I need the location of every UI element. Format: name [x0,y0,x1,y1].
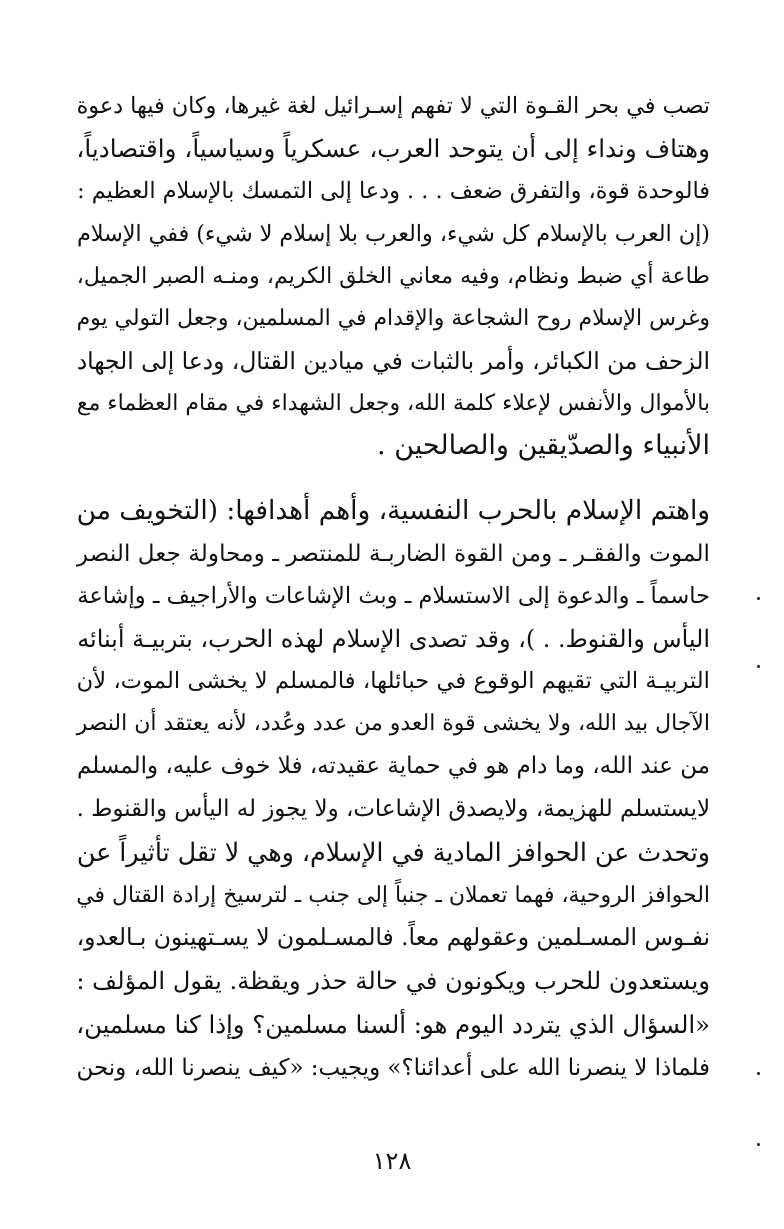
text-line: الموت والفقـر ـ ومن القوة الضاربـة للمنتصر ـ ومحاولة جعل النصر [76,539,710,567]
text-line: الأنبياء والصدّيقين والصالحين . [377,430,710,461]
text-line: الآجال بيد الله، ولا يخشى قوة العدو من عدد وعُدد، لأنه يعتقد أن النصر [76,710,710,736]
paragraph-4 [70,1004,710,1089]
text-line: بالأموال والأنفس لإعلاء كلمة الله، وجعل الشهداء في مقام العظماء مع [76,390,710,416]
page-number: ١٢٨ [372,1147,412,1175]
paragraph-2 [70,490,710,830]
text-line: فلماذا لا ينصرنا الله على أعدائنا؟» ويجيب: «كيف ينصرنا الله، ونحن [76,1054,710,1081]
text-line: «السؤال الذي يتردد اليوم هو: ألسنا مسلمين؟ وإذا كنا مسلمين، [76,1010,710,1039]
margin-dot [757,665,760,668]
text-line: التربيـة التي تقيهم الوقوع في حبائلها، فالمسلم لا يخشى الموت، لأن [76,668,710,694]
text-line: وغرس الإسلام روح الشجاعة والإقدام في المسلمين، وجعل التولي يوم [76,305,710,331]
text-line: الحوافز الروحية، فهما تعملان ـ جنباً إلى جنب ـ لترسيخ إرادة القتال في [76,882,710,908]
paragraph-3 [70,832,710,1002]
text-line: لايستسلم للهزيمة، ولايصدق الإشاعات، ولا يجوز له اليأس والقنوط . [76,795,710,822]
text-line: حاسماً ـ والدعوة إلى الاستسلام ـ وبث الإشاعات والأراجيف ـ وإشاعة [77,583,710,609]
text-line: وتحدث عن الحوافز المادية في الإسلام، وهي لا تقل تأثيراً عن [76,838,710,867]
text-line: (إن العرب بالإسلام كل شيء، والعرب بلا إسلام لا شيء) ففي الإسلام [76,220,710,247]
margin-dot [757,597,760,600]
text-line: من عند الله، وما دام هو في حماية عقيدته، فلا خوف عليه، والمسلم [77,753,710,779]
text-line: ويستعدون للحرب ويكونون في حالة حذر ويقظة. يقول المؤلف : [76,966,710,995]
text-line: وهتاف ونداء إلى أن يتوحد العرب، عسكرياً وسياسياً، واقتصادياً، [76,133,710,163]
text-line: طاعة أي ضبط ونظام، وفيه معاني الخلق الكريم، ومنـه الصبر الجميل، [76,263,710,289]
text-line: نفـوس المسـلمين وعقولهم معاً. فالمسـلمون لا يسـتهينون بـالعدو، [76,924,710,951]
text-line: اليأس والقنوط. . )، وقد تصدى الإسلام لهذه الحرب، بتربيـة أبنائه [77,624,710,653]
text-line: واهتم الإسلام بالحرب النفسية، وأهم أهدافها: (التخويف من [76,496,710,526]
margin-dot [757,1143,760,1146]
paragraph-1 [70,85,710,468]
text-line: الزحف من الكبائر، وأمر بالثبات في ميادين القتال، ودعا إلى الجهاد [76,347,710,375]
margin-dot [757,1072,760,1075]
text-line: تصب في بحر القـوة التي لا تفهم إسـرائيل لغة غيرها، وكان فيها دعوة [76,93,710,119]
text-line: فالوحدة قوة، والتفرق ضعف . . . ودعا إلى التمسك بالإسلام العظيم : [77,178,710,204]
